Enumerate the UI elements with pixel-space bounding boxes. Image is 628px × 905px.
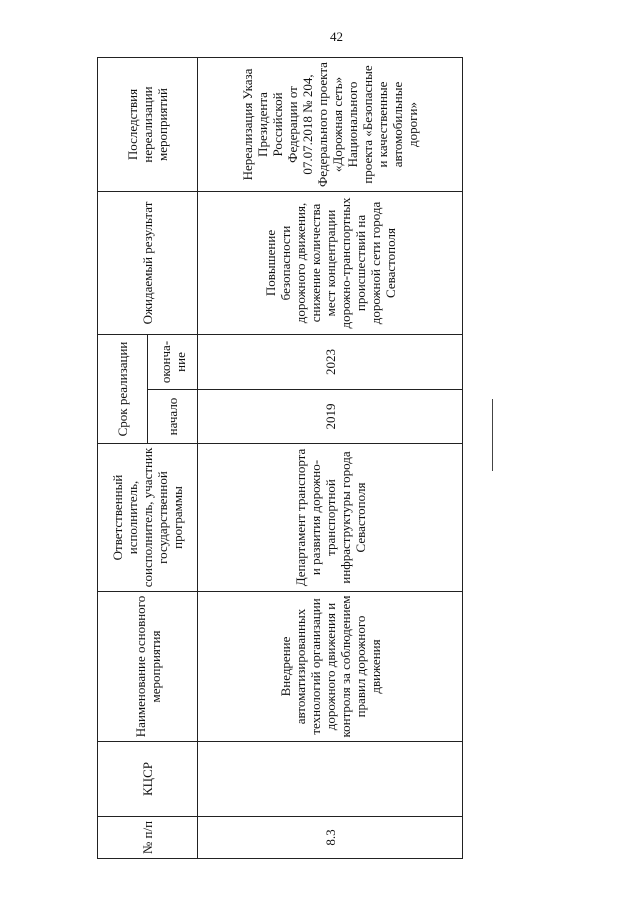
table-row [198,58,463,859]
scan-artifact-line [492,399,493,471]
header-num: № п/п [98,817,198,859]
rotated-table-wrapper [97,58,462,859]
cell-consequences: Нереализация Указа Президента Российской Федерации от 07.07.2018 № 204, Федерального проекта «Дорожная сеть» Национального проекта «Безопасные и качественные автомобильные дороги» [198,58,463,192]
header-activity-name: Наименование основного мероприятия [98,592,198,742]
page-number: 42 [330,29,343,44]
header-period-start: начало [148,390,198,444]
cell-activity-name: Внедрение автоматизированных технологий организации дорожного движения и контроля за соблюдением правил дорожного движения [198,592,463,742]
cell-num: 8.3 [198,817,463,859]
header-period: Срок реализации [98,335,148,444]
program-activities-table [97,57,463,859]
cell-kcsr [198,742,463,817]
cell-start-year: 2019 [198,390,463,444]
header-kcsr: КЦСР [98,742,198,817]
cell-end-year: 2023 [198,335,463,390]
cell-executor: Департамент транспорта и развития дорожно-транспортной инфраструктуры города Севастополя [198,444,463,592]
table-header-row [98,58,148,859]
rotated-table-container [97,58,462,859]
header-expected-result: Ожидаемый результат [98,192,198,335]
header-consequences: Последствия нереализации мероприятий [98,58,198,192]
header-period-end: оконча-ние [148,335,198,390]
header-executor: Ответственный исполнитель, соисполнитель, участник государственной программы [98,444,198,592]
cell-expected-result: Повышение безопасности дорожного движения, снижение количества мест концентрации дорожно-транспортных происшествий на дорожной сети города Севастополя [198,192,463,335]
